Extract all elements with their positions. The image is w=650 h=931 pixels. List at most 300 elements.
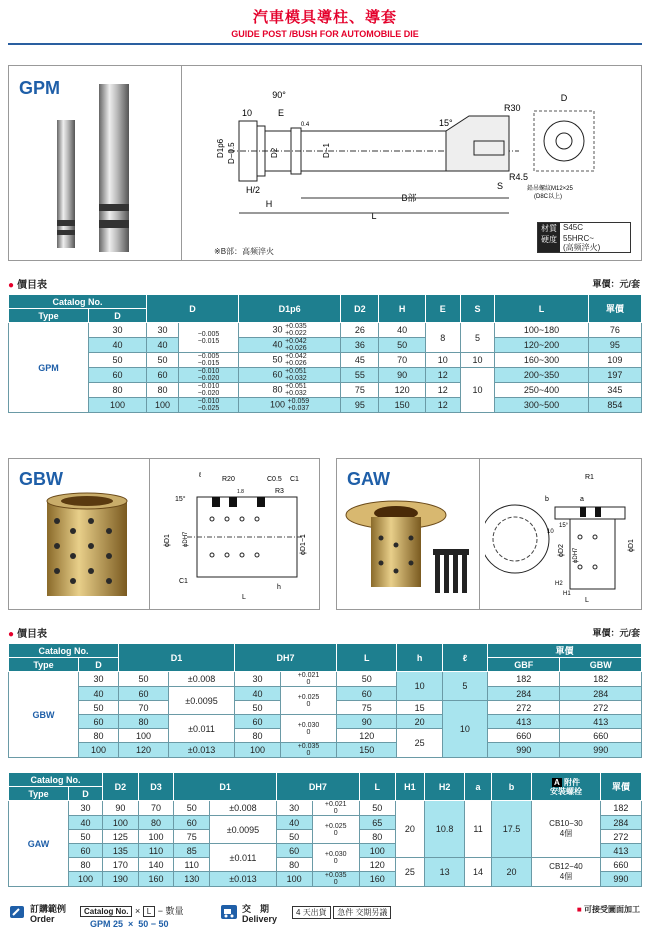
cell bbox=[239, 398, 341, 413]
gbw-technical-drawing bbox=[157, 467, 317, 605]
delivery-en: Delivery bbox=[242, 914, 278, 924]
tol: +0.021 bbox=[297, 672, 320, 679]
cell: 109 bbox=[588, 353, 641, 368]
red-square-icon: ■ bbox=[576, 905, 582, 914]
order-cn: 訂購範例 bbox=[30, 904, 67, 914]
cell: 80 bbox=[235, 729, 281, 743]
cell: 50 bbox=[235, 701, 281, 715]
cell: ±0.0095 bbox=[169, 687, 235, 715]
tol: +0.032 bbox=[285, 375, 307, 382]
tol: +0.035 bbox=[297, 743, 320, 750]
table-row bbox=[9, 398, 642, 413]
cell: 90 bbox=[103, 801, 139, 816]
cell: 80 bbox=[272, 384, 283, 395]
tol: 0 bbox=[333, 857, 338, 865]
th-catalog-d: D bbox=[89, 309, 147, 323]
type-cell: GPM bbox=[9, 323, 89, 413]
cell: 30 bbox=[272, 324, 283, 335]
cell: 95 bbox=[588, 338, 641, 353]
rush-label: 急件 bbox=[337, 908, 354, 917]
cell: 10 bbox=[460, 368, 495, 413]
cell: 85 bbox=[174, 844, 210, 858]
dim-c1b: C1 bbox=[179, 578, 188, 585]
cell: 272 bbox=[600, 830, 641, 844]
drawing-note: 可接受圖面加工 bbox=[584, 905, 640, 914]
cell: 60 bbox=[79, 715, 119, 729]
tol: +0.042 bbox=[285, 353, 307, 360]
cell bbox=[312, 816, 359, 844]
gaw-technical-drawing bbox=[485, 467, 640, 605]
cell: 8 bbox=[425, 323, 460, 353]
cell: 345 bbox=[588, 383, 641, 398]
dim-d2: ϕD2 bbox=[558, 544, 565, 557]
cell: 40 bbox=[79, 687, 119, 701]
th-catalog: Catalog No. bbox=[9, 644, 119, 658]
delivery-days-box bbox=[292, 906, 331, 919]
cell: 50 bbox=[119, 672, 169, 687]
dim-c1: C1 bbox=[290, 476, 299, 483]
table-row bbox=[9, 383, 642, 398]
dim-angle: 90° bbox=[272, 90, 286, 100]
cell: 45 bbox=[341, 353, 379, 368]
th-d2: D2 bbox=[341, 295, 379, 323]
cell: 30 bbox=[276, 801, 312, 816]
cell: 15 bbox=[397, 701, 442, 715]
cell: 80 bbox=[359, 830, 395, 844]
cell bbox=[239, 338, 341, 353]
cell: 17.5 bbox=[491, 801, 531, 858]
cell: 120 bbox=[119, 743, 169, 758]
delivery-days: 4 bbox=[296, 908, 301, 917]
dim-15deg: 15° bbox=[559, 523, 569, 529]
table-row bbox=[9, 353, 642, 368]
cell: 60 bbox=[69, 844, 103, 858]
tol: +0.037 bbox=[287, 405, 310, 412]
tol: −0.025 bbox=[197, 405, 220, 412]
cell: 284 bbox=[600, 816, 641, 830]
cell: 284 bbox=[560, 687, 642, 701]
th-d2: D2 bbox=[103, 773, 139, 801]
order-en: Order bbox=[30, 914, 55, 924]
cell: 50 bbox=[272, 354, 283, 365]
th-bolt-1: 附件 bbox=[563, 777, 580, 787]
type-cell: GAW bbox=[9, 801, 69, 887]
cell: ±0.013 bbox=[169, 743, 235, 758]
cell: 272 bbox=[488, 701, 560, 715]
cell: 50 bbox=[359, 801, 395, 816]
cell bbox=[281, 743, 337, 758]
table-row bbox=[9, 687, 642, 701]
cell: 50 bbox=[337, 672, 397, 687]
cell: 75 bbox=[337, 701, 397, 715]
table-row bbox=[9, 338, 642, 353]
cell: 50 bbox=[69, 830, 103, 844]
cell bbox=[239, 368, 341, 383]
gpm-material-box bbox=[537, 222, 631, 253]
cell: 100 bbox=[276, 872, 312, 887]
gpm-technical-drawing bbox=[209, 86, 629, 236]
cell: 100 bbox=[235, 743, 281, 758]
cell: 660 bbox=[560, 729, 642, 743]
th-d: D bbox=[147, 295, 239, 323]
tol: +0.026 bbox=[285, 345, 307, 352]
table1-unit: 單價：元/套 bbox=[592, 279, 640, 289]
dim-l: L bbox=[585, 597, 589, 604]
hardness-value-1: 55HRC~ bbox=[563, 234, 594, 243]
delivery-days-unit: 天出貨 bbox=[302, 908, 327, 917]
tol: −0.020 bbox=[197, 390, 220, 397]
cell: 170 bbox=[103, 858, 139, 872]
cell: 182 bbox=[600, 801, 641, 816]
th-l: L bbox=[495, 295, 588, 323]
dim-d1-1: ϕD1−1 bbox=[300, 534, 307, 555]
dim-r45: R4.5 bbox=[509, 172, 529, 182]
cell: 60 bbox=[235, 715, 281, 729]
dim-b: B部 bbox=[401, 193, 417, 203]
th-bolt-2: 安裝螺栓 bbox=[549, 786, 582, 796]
cell: 40 bbox=[379, 323, 425, 338]
dim-c04: 0.4 bbox=[300, 122, 310, 128]
dim-h2: H/2 bbox=[245, 185, 261, 195]
cell: 40 bbox=[272, 339, 283, 350]
dim-h: H bbox=[265, 199, 273, 209]
cell: 12 bbox=[425, 398, 460, 413]
cell: 30 bbox=[147, 323, 179, 338]
dim-dh7: ϕDH7 bbox=[573, 547, 579, 563]
cell: 120 bbox=[359, 858, 395, 872]
cell: 80 bbox=[69, 858, 103, 872]
tol: +0.025 bbox=[297, 693, 320, 701]
cell: 100 bbox=[79, 743, 119, 758]
th-h: H bbox=[379, 295, 425, 323]
dim-dh7: ϕDH7 bbox=[183, 531, 189, 547]
tol: 0 bbox=[306, 728, 311, 736]
gaw-label: GAW bbox=[347, 469, 390, 489]
qty-label: 數量 bbox=[165, 906, 184, 916]
cell: 413 bbox=[488, 715, 560, 729]
cell: 11 bbox=[465, 801, 492, 858]
cell: 50 bbox=[89, 353, 147, 368]
gaw-panel bbox=[336, 458, 642, 610]
cell: 70 bbox=[119, 701, 169, 715]
cell: 30 bbox=[89, 323, 147, 338]
cell: 90 bbox=[379, 368, 425, 383]
cell: 60 bbox=[276, 844, 312, 858]
cell: 100 bbox=[147, 398, 179, 413]
cell: 854 bbox=[588, 398, 641, 413]
cell: 40 bbox=[147, 338, 179, 353]
cell: 14 bbox=[465, 858, 492, 887]
cell: 95 bbox=[341, 398, 379, 413]
order-example: GPM 25 × 50 − 50 bbox=[90, 919, 169, 929]
type-cell: GBW bbox=[9, 672, 79, 758]
cell: ±0.0095 bbox=[210, 816, 277, 844]
th-type: Type bbox=[9, 658, 79, 672]
cell: 50 bbox=[276, 830, 312, 844]
dim-10: 10 bbox=[241, 108, 253, 118]
dim-r30: R30 bbox=[504, 103, 521, 113]
gbw-price-table bbox=[8, 643, 642, 758]
tol: 0 bbox=[333, 808, 338, 815]
cell: 100 bbox=[89, 398, 147, 413]
cell: 25 bbox=[395, 858, 424, 887]
dim-d05: D−0.5 bbox=[227, 142, 236, 164]
th-d1: D1 bbox=[174, 773, 276, 801]
bullet-icon: ● bbox=[8, 629, 15, 640]
rush-box bbox=[333, 906, 391, 919]
cell: 10.8 bbox=[425, 801, 465, 858]
dim-r20: R20 bbox=[222, 476, 235, 483]
cell: 40 bbox=[276, 816, 312, 830]
cell: 160 bbox=[359, 872, 395, 887]
cell: 10 bbox=[425, 353, 460, 368]
screw-note-2: (D8C以上) bbox=[534, 194, 562, 200]
cell: 120~200 bbox=[495, 338, 588, 353]
cell: 50 bbox=[174, 801, 210, 816]
gbw-photo-divider bbox=[149, 459, 150, 609]
cell: 200~350 bbox=[495, 368, 588, 383]
cell: 990 bbox=[560, 743, 642, 758]
cell: 160 bbox=[138, 872, 174, 887]
cell: 25 bbox=[397, 729, 442, 758]
gbw-label: GBW bbox=[19, 469, 63, 489]
cell: 20 bbox=[397, 715, 442, 729]
th-d3: D3 bbox=[138, 773, 174, 801]
gaw-product-photo bbox=[341, 493, 477, 605]
tol: −0.015 bbox=[197, 337, 220, 345]
cell: 40 bbox=[69, 816, 103, 830]
cell bbox=[532, 858, 601, 887]
cell: 250~400 bbox=[495, 383, 588, 398]
cell bbox=[312, 801, 359, 816]
cell: 182 bbox=[560, 672, 642, 687]
th-dh7: DH7 bbox=[276, 773, 359, 801]
gbw-panel bbox=[8, 458, 320, 610]
dim-a: a bbox=[580, 496, 584, 503]
cell: 75 bbox=[341, 383, 379, 398]
dim-d: D bbox=[560, 93, 568, 103]
bolt: 4個 bbox=[559, 829, 573, 838]
gpm-panel bbox=[8, 65, 642, 261]
th-catalog: Catalog No. bbox=[9, 295, 147, 309]
dim-15deg: 15° bbox=[439, 118, 453, 128]
th-a: a bbox=[465, 773, 492, 801]
rush-note: 交期另議 bbox=[355, 908, 388, 917]
dim-h: h bbox=[277, 584, 281, 591]
cell: 80 bbox=[147, 383, 179, 398]
table-row bbox=[9, 715, 642, 729]
tol: +0.035 bbox=[285, 323, 307, 330]
tol: +0.026 bbox=[285, 360, 307, 367]
dim-d1: D−1 bbox=[322, 143, 331, 158]
dim-l-italic: ℓ bbox=[199, 472, 202, 479]
cell: 5 bbox=[460, 323, 495, 353]
th-h1: H1 bbox=[395, 773, 424, 801]
cell: 135 bbox=[103, 844, 139, 858]
th-l: L bbox=[359, 773, 395, 801]
header-divider bbox=[8, 43, 642, 45]
cell: 284 bbox=[488, 687, 560, 701]
material-value: S45C bbox=[563, 223, 584, 232]
cell: 10 bbox=[460, 353, 495, 368]
tol: −0.010 bbox=[197, 368, 220, 375]
th-d1p6: D1p6 bbox=[239, 295, 341, 323]
cell bbox=[312, 844, 359, 872]
cell: 990 bbox=[488, 743, 560, 758]
cell: ±0.011 bbox=[210, 844, 277, 872]
tol-cell bbox=[179, 398, 239, 413]
th-price: 單價 bbox=[600, 773, 641, 801]
cell: 12 bbox=[425, 368, 460, 383]
cell: 120 bbox=[337, 729, 397, 743]
cell: 190 bbox=[103, 872, 139, 887]
cell bbox=[239, 323, 341, 338]
cell: 20 bbox=[491, 858, 531, 887]
gpm-product-photo bbox=[49, 80, 149, 260]
cell: 125 bbox=[103, 830, 139, 844]
cell: 75 bbox=[174, 830, 210, 844]
gpm-label: GPM bbox=[19, 78, 61, 98]
cell: 60 bbox=[272, 369, 283, 380]
cell: 100 bbox=[270, 399, 286, 410]
tol: +0.022 bbox=[285, 330, 307, 337]
dim-s: S bbox=[497, 181, 504, 191]
tol: 0 bbox=[333, 829, 338, 837]
table-row bbox=[9, 323, 642, 338]
tol: −0.005 bbox=[197, 353, 220, 360]
tol: +0.051 bbox=[285, 383, 307, 390]
th-ell: ℓ bbox=[442, 644, 487, 672]
cell: 100 bbox=[359, 844, 395, 858]
cell: 30 bbox=[69, 801, 103, 816]
dim-r3: R3 bbox=[275, 488, 284, 495]
cell: 413 bbox=[560, 715, 642, 729]
cell: 150 bbox=[337, 743, 397, 758]
cell: 70 bbox=[379, 353, 425, 368]
dash-sign: − bbox=[157, 906, 163, 916]
material-key: 材質 bbox=[538, 223, 560, 234]
cell: 70 bbox=[138, 801, 174, 816]
cell: 197 bbox=[588, 368, 641, 383]
footer bbox=[0, 902, 650, 931]
gaw-price-table bbox=[8, 772, 642, 887]
th-price: 單價 bbox=[488, 644, 642, 658]
cell: 130 bbox=[174, 872, 210, 887]
th-gbf: GBF bbox=[488, 658, 560, 672]
tol: −0.005 bbox=[197, 330, 220, 338]
tol: +0.042 bbox=[285, 338, 307, 345]
dim-b: b bbox=[545, 496, 549, 503]
table2-unit: 單價：元/套 bbox=[592, 628, 640, 638]
dim-d1: ϕD1 bbox=[628, 539, 635, 552]
tol: −0.010 bbox=[197, 398, 220, 405]
dim-c05: C0.5 bbox=[267, 476, 282, 483]
cell: 76 bbox=[588, 323, 641, 338]
cell: 300~500 bbox=[495, 398, 588, 413]
dim-d1p6: D1p6 bbox=[216, 138, 225, 158]
th-s: S bbox=[460, 295, 495, 323]
cell: 80 bbox=[79, 729, 119, 743]
cell: 10 bbox=[442, 701, 487, 758]
cell: 20 bbox=[395, 801, 424, 858]
page-title-cn: 汽車模具導柱、導套 bbox=[252, 9, 397, 26]
cell: 12 bbox=[425, 383, 460, 398]
table1-title-text: 價目表 bbox=[17, 280, 48, 291]
th-l: L bbox=[337, 644, 397, 672]
tol-cell bbox=[179, 383, 239, 398]
cell: 60 bbox=[337, 687, 397, 701]
cell: 100 bbox=[138, 830, 174, 844]
cell: 50 bbox=[379, 338, 425, 353]
cell: 110 bbox=[138, 844, 174, 858]
cell bbox=[532, 801, 601, 858]
th-gbw: GBW bbox=[560, 658, 642, 672]
cell: 660 bbox=[600, 858, 641, 872]
wrench-icon bbox=[8, 904, 26, 920]
cell bbox=[281, 687, 337, 715]
screw-note: 鉛吊螺紋M12×25 bbox=[527, 186, 573, 192]
tol-cell bbox=[179, 353, 239, 368]
cell bbox=[281, 715, 337, 743]
tol-cell bbox=[179, 323, 239, 353]
dim-l: L bbox=[242, 594, 246, 601]
cell: 272 bbox=[560, 701, 642, 715]
cell: 60 bbox=[119, 687, 169, 701]
cell: ±0.008 bbox=[210, 801, 277, 816]
gaw-photo-divider bbox=[479, 459, 480, 609]
table1-title bbox=[8, 276, 47, 291]
dim-d2: D2 bbox=[270, 147, 279, 158]
tol: 0 bbox=[306, 700, 311, 708]
cell: 150 bbox=[379, 398, 425, 413]
cell: 5 bbox=[442, 672, 487, 701]
th-h2: H2 bbox=[425, 773, 465, 801]
dim-10: 10 bbox=[547, 529, 554, 535]
bolt: CB10−30 bbox=[549, 819, 583, 828]
cell: 13 bbox=[425, 858, 465, 887]
bullet-icon: ● bbox=[8, 280, 15, 291]
table-row bbox=[9, 743, 642, 758]
tol: +0.051 bbox=[285, 368, 307, 375]
bolt: 4個 bbox=[559, 872, 573, 881]
cell: 100~180 bbox=[495, 323, 588, 338]
dim-15deg: 15° bbox=[175, 496, 186, 503]
l-box: L bbox=[143, 906, 155, 917]
cell: 80 bbox=[119, 715, 169, 729]
tol: +0.025 bbox=[324, 822, 347, 830]
th-catalog-d: D bbox=[79, 658, 119, 672]
th-type: Type bbox=[9, 309, 89, 323]
cell: 30 bbox=[79, 672, 119, 687]
cell: 182 bbox=[488, 672, 560, 687]
catalog-box: Catalog No. bbox=[80, 906, 132, 917]
tol: +0.030 bbox=[297, 721, 320, 729]
cell: 140 bbox=[138, 858, 174, 872]
cell bbox=[239, 383, 341, 398]
th-bolt bbox=[532, 773, 601, 801]
cell: 660 bbox=[488, 729, 560, 743]
table-row bbox=[9, 801, 642, 816]
tol: +0.059 bbox=[287, 398, 310, 405]
tol: +0.030 bbox=[324, 850, 347, 858]
cell: ±0.013 bbox=[210, 872, 277, 887]
cell: 990 bbox=[600, 872, 641, 887]
tol: +0.035 bbox=[324, 872, 347, 879]
tol: 0 bbox=[306, 750, 311, 757]
cell: 30 bbox=[235, 672, 281, 687]
dim-l: L bbox=[371, 211, 377, 221]
th-catalog: Catalog No. bbox=[9, 773, 103, 787]
